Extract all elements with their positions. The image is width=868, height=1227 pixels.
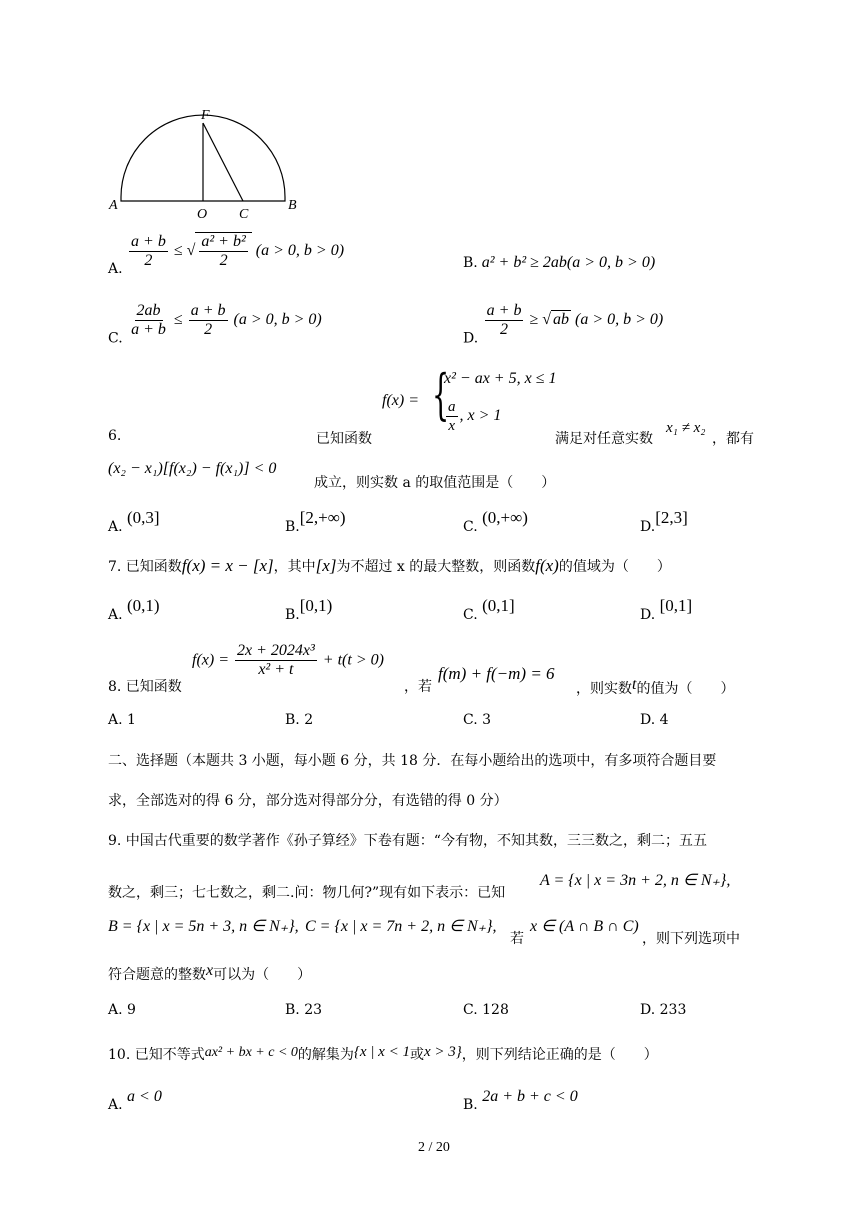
q6-piece-1: x² − ax + 5, x ≤ 1: [444, 370, 557, 387]
point-label-c: C: [239, 207, 249, 222]
section2-instructions-line2: 求，全部选对的得 6 分，部分选对得部分分，有选错的得 0 分）: [108, 793, 508, 809]
q8-option-c: C. 3: [463, 712, 492, 728]
q9-set-c: C = {x | x = 7n + 2, n ∈ N₊},: [305, 918, 497, 935]
q10-option-a: A. a < 0: [108, 1088, 162, 1113]
q8-if: ，若: [404, 679, 432, 695]
q9-tail: ，则下列选项中: [642, 931, 740, 947]
q7-option-b: B.[0,1): [285, 596, 333, 623]
q6-function-name: f(x) =: [382, 392, 419, 409]
q5-option-d: D. $\frac{a + b}{2}$ ≥ √ ab (a > 0, b > 0): [463, 302, 664, 347]
q9-option-b: B. 23: [285, 1002, 323, 1018]
q7-stem: 7. 已知函数f(x) = x − [x]，其中[x]为不超过 x 的最大整数，则函数f(x)的值域为（ ）: [108, 556, 671, 575]
point-label-b: B: [288, 198, 297, 213]
q6-option-c: C. (0,+∞): [463, 508, 528, 535]
q7-option-c: C. (0,1]: [463, 596, 515, 623]
q9-option-c: C. 128: [463, 1002, 509, 1018]
q6-option-b: B.[2,+∞): [285, 508, 346, 535]
q8-option-a: A. 1: [108, 712, 136, 728]
q8-option-b: B. 2: [285, 712, 314, 728]
q5-option-b: B. a² + b² ≥ 2ab(a > 0, b > 0): [463, 254, 656, 271]
point-label-f: F: [201, 108, 210, 123]
q5-option-c: C. $\frac{2ab}{a + b}$ ≤ $\frac{a + b}{2}$ (a > 0, b > 0): [108, 302, 322, 347]
point-label-o: O: [197, 207, 208, 222]
q6-line2: 成立，则实数 a 的取值范围是（ ）: [314, 475, 556, 491]
q6-mid: 满足对任意实数: [555, 431, 653, 447]
q6-lead: 已知函数: [316, 431, 372, 447]
q8-function: f(x) = $\frac{\text{2x + 2024x³}}{\text{x² + t}}$ + t(t > 0): [192, 642, 384, 678]
q6-option-d: D.[2,3]: [640, 508, 688, 535]
q6-inequality: (x₂ − x₁)[f(x₂) − f(x₁)] < 0: [108, 460, 277, 477]
q7-option-a: A. (0,1): [108, 596, 160, 623]
semicircle-figure: [105, 105, 305, 225]
page-number: 2 / 20: [418, 1140, 450, 1155]
q6-number: 6.: [108, 428, 122, 444]
q6-tail: ，都有: [712, 431, 754, 447]
q6-condition: x₁ ≠ x₂: [666, 420, 706, 436]
q7-option-d: D. [0,1]: [640, 596, 693, 623]
q8-condition: f(m) + f(−m) = 6: [438, 664, 555, 683]
point-label-a: A: [109, 198, 118, 213]
q9-line1: 9. 中国古代重要的数学著作《孙子算经》下卷有题：“今有物，不知其数，三三数之，剩二；五五: [108, 833, 707, 849]
q10-option-b: B. 2a + b + c < 0: [463, 1088, 578, 1113]
q9-set-a: A = {x | x = 3n + 2, n ∈ N₊},: [540, 872, 731, 889]
q9-line4: 符合题意的整数x可以为（ ）: [108, 962, 312, 983]
q9-set-b: B = {x | x = 5n + 3, n ∈ N₊},: [108, 918, 299, 935]
q9-option-a: A. 9: [108, 1002, 136, 1018]
section2-instructions-line1: 二、选择题（本题共 3 小题，每小题 6 分，共 18 分．在每小题给出的选项中，有多项符合题目要: [108, 753, 717, 769]
q6-brace: {: [432, 363, 450, 426]
q8-lead: 8. 已知函数: [108, 679, 182, 695]
q9-if: 若: [510, 931, 524, 947]
q6-piece-2: $\frac{a}{x}$ , x > 1: [448, 399, 502, 434]
q8-tail: ，则实数t的值为（ ）: [576, 676, 735, 697]
q9-condition: x ∈ (A ∩ B ∩ C): [530, 918, 639, 935]
q8-option-d: D. 4: [640, 712, 669, 728]
q10-stem: 10. 已知不等式ax² + bx + c < 0的解集为{x | x < 1或x > 3}，则下列结论正确的是（ ）: [108, 1044, 658, 1063]
q9-line2: 数之，剩三；七七数之，剩二.问：物几何?”现有如下表示：已知: [108, 885, 506, 901]
q6-option-a: A. (0,3]: [108, 508, 160, 535]
q9-option-d: D. 233: [640, 1002, 687, 1018]
q5-option-a: A. $\frac{a + b}{2}$ ≤ √ $\frac{\text{a² + b²}}{2}$ (a > 0, b > 0): [108, 233, 345, 277]
